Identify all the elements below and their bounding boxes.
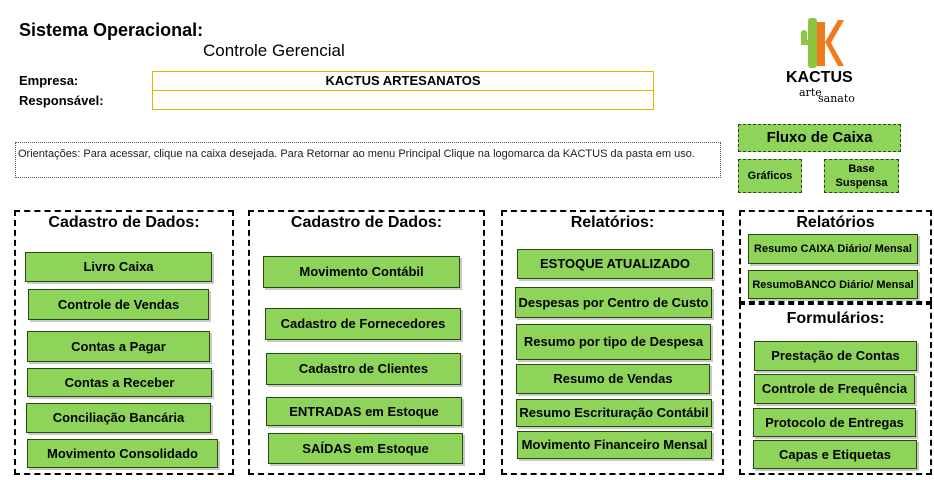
contas-a-pagar-button[interactable]: Contas a Pagar xyxy=(27,331,210,362)
capas-e-etiquetas-button[interactable]: Capas e Etiquetas xyxy=(753,440,917,469)
logo-arte: arte xyxy=(799,86,822,99)
base-suspensa-button[interactable]: Base Suspensa xyxy=(824,159,899,193)
despesas-centro-de-custo-button[interactable]: Despesas por Centro de Custo xyxy=(515,287,712,318)
graficos-button[interactable]: Gráficos xyxy=(738,159,802,193)
resumo-banco-button[interactable]: ResumoBANCO Diário/ Mensal xyxy=(748,270,918,299)
contas-a-receber-button[interactable]: Contas a Receber xyxy=(27,368,212,397)
kactus-logo[interactable] xyxy=(780,12,864,104)
movimento-consolidado-button[interactable]: Movimento Consolidado xyxy=(27,439,218,468)
panel-relatorios-bancos-title: Relatórios xyxy=(796,214,875,231)
logo-sanato: sanato xyxy=(818,92,855,105)
movimento-financeiro-mensal-button[interactable]: Movimento Financeiro Mensal xyxy=(517,431,712,459)
cadastro-de-fornecedores-button[interactable]: Cadastro de Fornecedores xyxy=(265,308,461,340)
cactus-k-icon xyxy=(798,12,846,70)
fluxo-de-caixa-button[interactable]: Fluxo de Caixa xyxy=(738,124,901,152)
entradas-em-estoque-button[interactable]: ENTRADAS em Estoque xyxy=(266,397,462,426)
page-title: Sistema Operacional: xyxy=(19,20,204,40)
panel-relatorios-title: Relatórios: xyxy=(570,214,655,231)
logo-name: KACTUS xyxy=(786,69,853,86)
empresa-field[interactable]: KACTUS ARTESANATOS xyxy=(152,71,654,91)
estoque-atualizado-button[interactable]: ESTOQUE ATUALIZADO xyxy=(517,249,713,279)
instructions-note: Orientações: Para acessar, clique na caixa desejada. Para Retornar ao menu Principal Clique na logomarca da KACTUS da pasta em uso. xyxy=(15,142,721,178)
resumo-tipo-de-despesa-button[interactable]: Resumo por tipo de Despesa xyxy=(516,324,711,360)
panel-formularios-title: Formulários: xyxy=(786,310,885,327)
movimento-contabil-button[interactable]: Movimento Contábil xyxy=(263,256,460,288)
prestacao-de-contas-button[interactable]: Prestação de Contas xyxy=(754,341,917,371)
resumo-de-vendas-button[interactable]: Resumo de Vendas xyxy=(516,364,710,394)
controle-de-vendas-button[interactable]: Controle de Vendas xyxy=(28,289,209,320)
responsavel-label: Responsável: xyxy=(19,93,104,108)
empresa-label: Empresa: xyxy=(19,73,79,88)
cadastro-de-clientes-button[interactable]: Cadastro de Clientes xyxy=(266,353,461,385)
controle-de-frequencia-button[interactable]: Controle de Frequência xyxy=(754,374,915,404)
resumo-caixa-button[interactable]: Resumo CAIXA Diário/ Mensal xyxy=(748,234,918,264)
saidas-em-estoque-button[interactable]: SAÍDAS em Estoque xyxy=(268,433,463,464)
page-subtitle: Controle Gerencial xyxy=(203,41,345,60)
panel-cadastro-2-title: Cadastro de Dados: xyxy=(290,214,443,231)
resumo-escrituracao-contabil-button[interactable]: Resumo Escrituração Contábil xyxy=(516,399,712,427)
conciliacao-bancaria-button[interactable]: Conciliação Bancária xyxy=(26,403,211,433)
panel-cadastro-1-title: Cadastro de Dados: xyxy=(48,214,200,231)
protocolo-de-entregas-button[interactable]: Protocolo de Entregas xyxy=(753,408,916,437)
responsavel-field[interactable] xyxy=(152,90,654,110)
livro-caixa-button[interactable]: Livro Caixa xyxy=(25,252,212,282)
